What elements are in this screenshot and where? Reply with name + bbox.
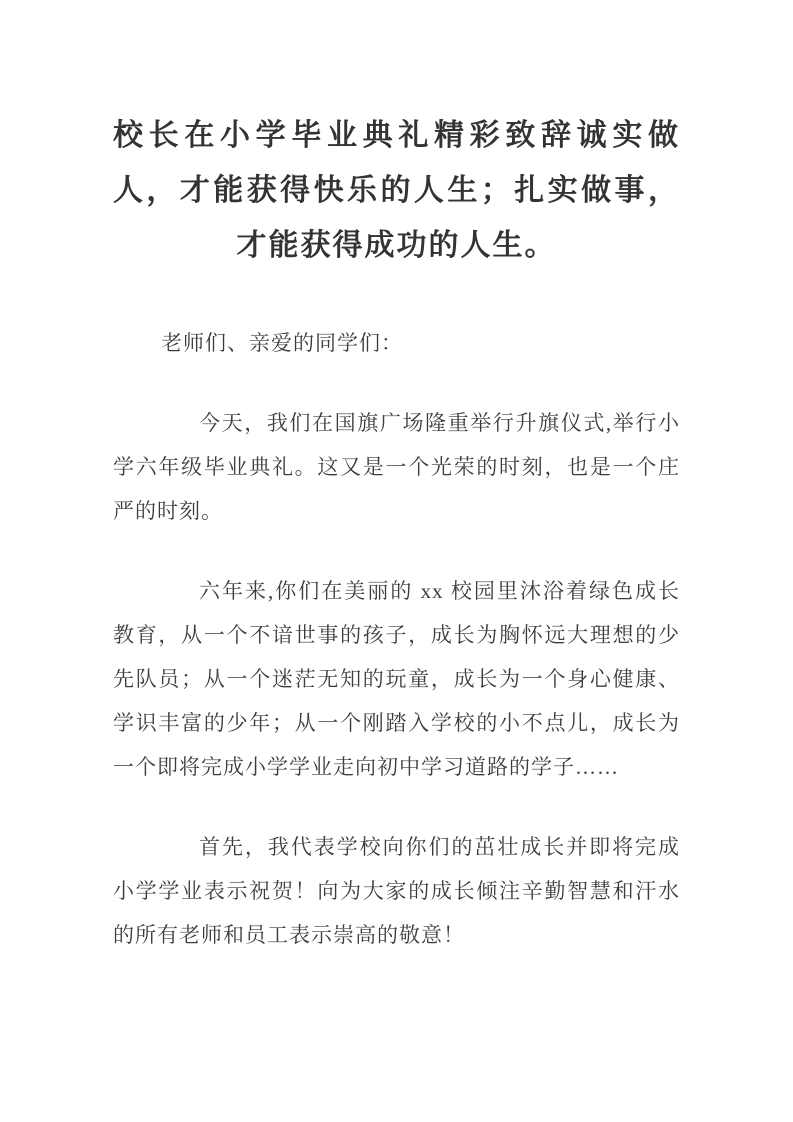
paragraph-body-3: 首先，我代表学校向你们的茁壮成长并即将完成小学学业表示祝贺！向为大家的成长倾注辛勤智慧和汗水的所有老师和员工表示崇高的敬意！ (113, 835, 680, 947)
paragraph-body-2: 六年来,你们在美丽的 xx 校园里沐浴着绿色成长教育，从一个不谙世事的孩子，成长为胸怀远大理想的少先队员；从一个迷茫无知的玩童，成长为一个身心健康、学识丰富的少年；从一个刚踏入学校的小不点儿，成长为一个即将完成小学学业走向初中学习道路的学子…… (113, 579, 680, 779)
paragraph-body-1: 今天，我们在国旗广场隆重举行升旗仪式,举行小学六年级毕业典礼。这又是一个光荣的时刻，也是一个庄严的时刻。 (113, 411, 680, 523)
document-title: 校长在小学毕业典礼精彩致辞诚实做人，才能获得快乐的人生；扎实做事，才能获得成功的人生。 (113, 119, 680, 262)
paragraph-salutation: 老师们、亲爱的同学们： (161, 331, 403, 355)
